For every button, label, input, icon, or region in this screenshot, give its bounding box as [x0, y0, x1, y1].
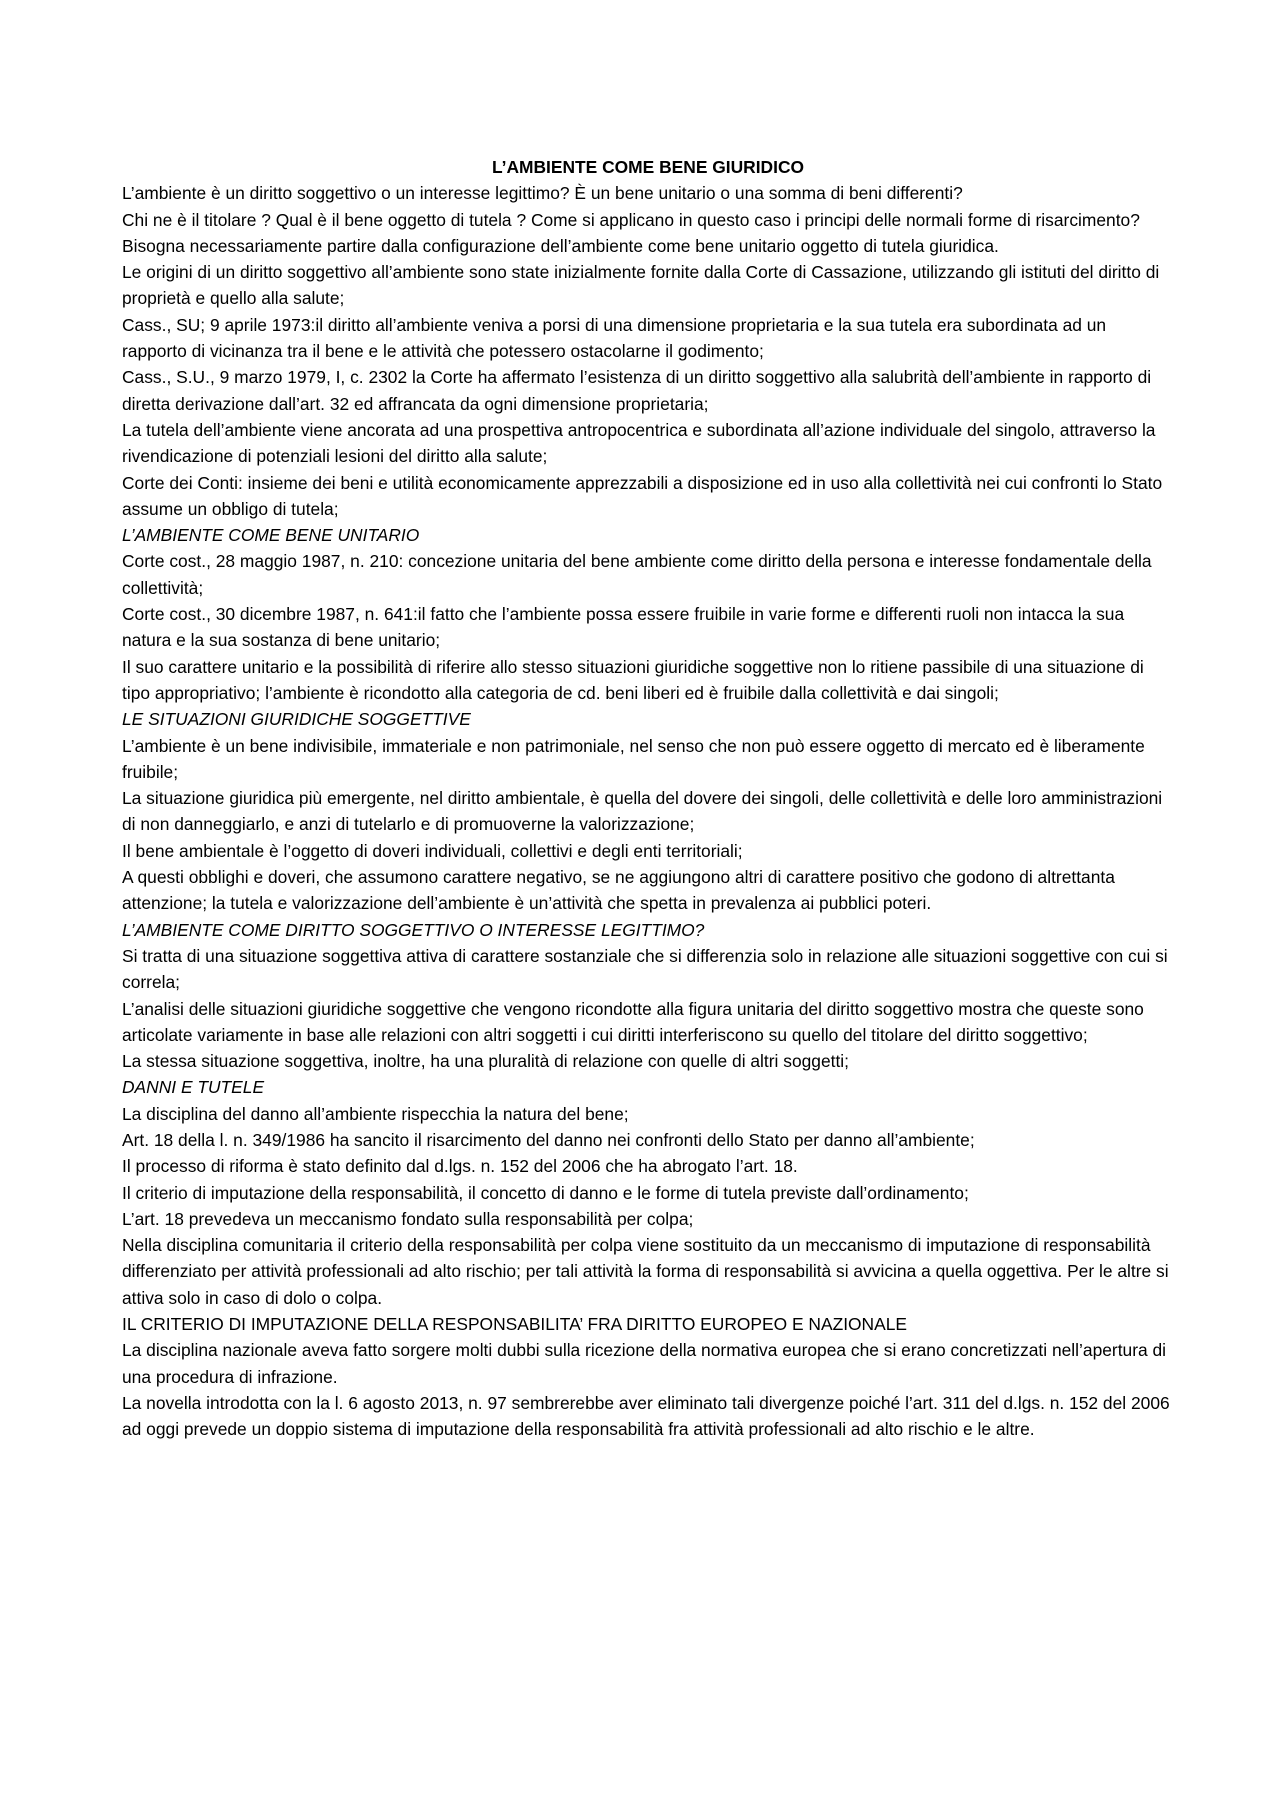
paragraph: Il bene ambientale è l’oggetto di doveri individuali, collettivi e degli enti territoriali; — [122, 840, 743, 861]
paragraph: L’ambiente è un diritto soggettivo o un interesse legittimo? È un bene unitario o una somma di beni differenti? — [122, 183, 963, 204]
paragraph: L’ambiente è un bene indivisibile, immateriale e non patrimoniale, nel senso che non può essere oggetto di mercato ed è liberamente fruibile; — [122, 735, 1145, 782]
paragraph: Corte cost., 28 maggio 1987, n. 210: concezione unitaria del bene ambiente come diritto della persona e interesse fondamentale della collettività; — [122, 551, 1152, 598]
paragraph: L’analisi delle situazioni giuridiche soggettive che vengono ricondotte alla figura unitaria del diritto soggettivo mostra che queste sono articolate variamente in base alle relazioni con altri soggetti i cui diritti interferiscono su quello del titolare del diritto soggettivo; — [122, 998, 1144, 1045]
section-heading: L’AMBIENTE COME BENE UNITARIO — [122, 525, 420, 546]
paragraph: Corte cost., 30 dicembre 1987, n. 641:il fatto che l’ambiente possa essere fruibile in varie forme e differenti ruoli non intacca la sua natura e la sua sostanza di bene unitario; — [122, 604, 1125, 651]
paragraph: L’art. 18 prevedeva un meccanismo fondato sulla responsabilità per colpa; — [122, 1208, 694, 1229]
paragraph: Il processo di riforma è stato definito dal d.lgs. n. 152 del 2006 che ha abrogato l’art. 18. — [122, 1156, 798, 1177]
paragraph: Chi ne è il titolare ? Qual è il bene oggetto di tutela ? Come si applicano in questo caso i principi delle normali forme di risarcimento? — [122, 209, 1140, 230]
paragraph: Corte dei Conti: insieme dei beni e utilità economicamente apprezzabili a disposizione ed in uso alla collettività nei cui confronti lo Stato assume un obbligo di tutela; — [122, 472, 1163, 519]
paragraph: La stessa situazione soggettiva, inoltre, ha una pluralità di relazione con quelle di altri soggetti; — [122, 1051, 849, 1072]
section-heading: IL CRITERIO DI IMPUTAZIONE DELLA RESPONSABILITA’ FRA DIRITTO EUROPEO E NAZIONALE — [122, 1314, 907, 1335]
paragraph: Si tratta di una situazione soggettiva attiva di carattere sostanziale che si differenzia solo in relazione alle situazioni soggettive con cui si correla; — [122, 945, 1168, 993]
section-heading: LE SITUAZIONI GIURIDICHE SOGGETTIVE — [122, 709, 471, 730]
paragraph: La novella introdotta con la l. 6 agosto 2013, n. 97 sembrerebbe aver eliminato tali divergenze poiché l’art. 311 del d.lgs. n. 152 del 2006 ad oggi prevede un doppio sistema di imputazione della responsabilità fra attività professionali ad alto rischio e le altre. — [122, 1392, 1170, 1440]
paragraph: La tutela dell’ambiente viene ancorata ad una prospettiva antropocentrica e subordinata all’azione individuale del singolo, attraverso la rivendicazione di potenziali lesioni del diritto alla salute; — [122, 419, 1156, 467]
paragraph: Bisogna necessariamente partire dalla configurazione dell’ambiente come bene unitario oggetto di tutela giuridica. — [122, 235, 999, 256]
paragraph: Le origini di un diritto soggettivo all’ambiente sono state inizialmente fornite dalla Corte di Cassazione, utilizzando gli istituti del diritto di proprietà e quello alla salute; — [122, 262, 1160, 309]
paragraph: La disciplina del danno all’ambiente rispecchia la natura del bene; — [122, 1103, 629, 1124]
section-heading: DANNI E TUTELE — [122, 1077, 265, 1098]
paragraph: Cass., SU; 9 aprile 1973:il diritto all’ambiente veniva a porsi di una dimensione proprietaria e la sua tutela era subordinata ad un rapporto di vicinanza tra il bene e le attività che potessero ostacolarne il godimento; — [122, 314, 1107, 362]
paragraph: Nella disciplina comunitaria il criterio della responsabilità per colpa viene sostituito da un meccanismo di imputazione di responsabilità differenziato per attività professionali ad alto rischio; per tali attività la forma di responsabilità si avvicina a quella oggettiva. Per le altre si attiva solo in caso di dolo o colpa. — [122, 1235, 1169, 1308]
document-body — [122, 154, 1174, 1443]
paragraph: Art. 18 della l. n. 349/1986 ha sancito il risarcimento del danno nei confronti dello Stato per danno all’ambiente; — [122, 1129, 975, 1150]
paragraph: Il suo carattere unitario e la possibilità di riferire allo stesso situazioni giuridiche soggettive non lo ritiene passibile di una situazione di tipo appropriativo; l’ambiente è ricondotto alla categoria de cd. beni liberi ed è fruibile dalla collettività e dai singoli; — [122, 656, 1144, 703]
paragraph: Il criterio di imputazione della responsabilità, il concetto di danno e le forme di tutela previste dall’ordinamento; — [122, 1182, 969, 1203]
paragraph: Cass., S.U., 9 marzo 1979, I, c. 2302 la Corte ha affermato l’esistenza di un diritto soggettivo alla salubrità dell’ambiente in rapporto di diretta derivazione dall’art. 32 ed affrancata da ogni dimensione proprietaria; — [122, 367, 1152, 414]
section-heading: L’AMBIENTE COME DIRITTO SOGGETTIVO O INTERESSE LEGITTIMO? — [122, 919, 705, 940]
document-title: L’AMBIENTE COME BENE GIURIDICO — [491, 157, 805, 177]
paragraph: La situazione giuridica più emergente, nel diritto ambientale, è quella del dovere dei singoli, delle collettività e delle loro amministrazioni di non danneggiarlo, e anzi di tutelarlo e di promuoverne la valorizzazione; — [122, 788, 1163, 835]
paragraph: A questi obblighi e doveri, che assumono carattere negativo, se ne aggiungono altri di carattere positivo che godono di altrettanta attenzione; la tutela e valorizzazione dell’ambiente è un’attività che spetta in prevalenza ai pubblici poteri. — [122, 867, 1115, 914]
paragraph: La disciplina nazionale aveva fatto sorgere molti dubbi sulla ricezione della normativa europea che si erano concretizzati nell’apertura di una procedura di infrazione. — [122, 1340, 1167, 1387]
